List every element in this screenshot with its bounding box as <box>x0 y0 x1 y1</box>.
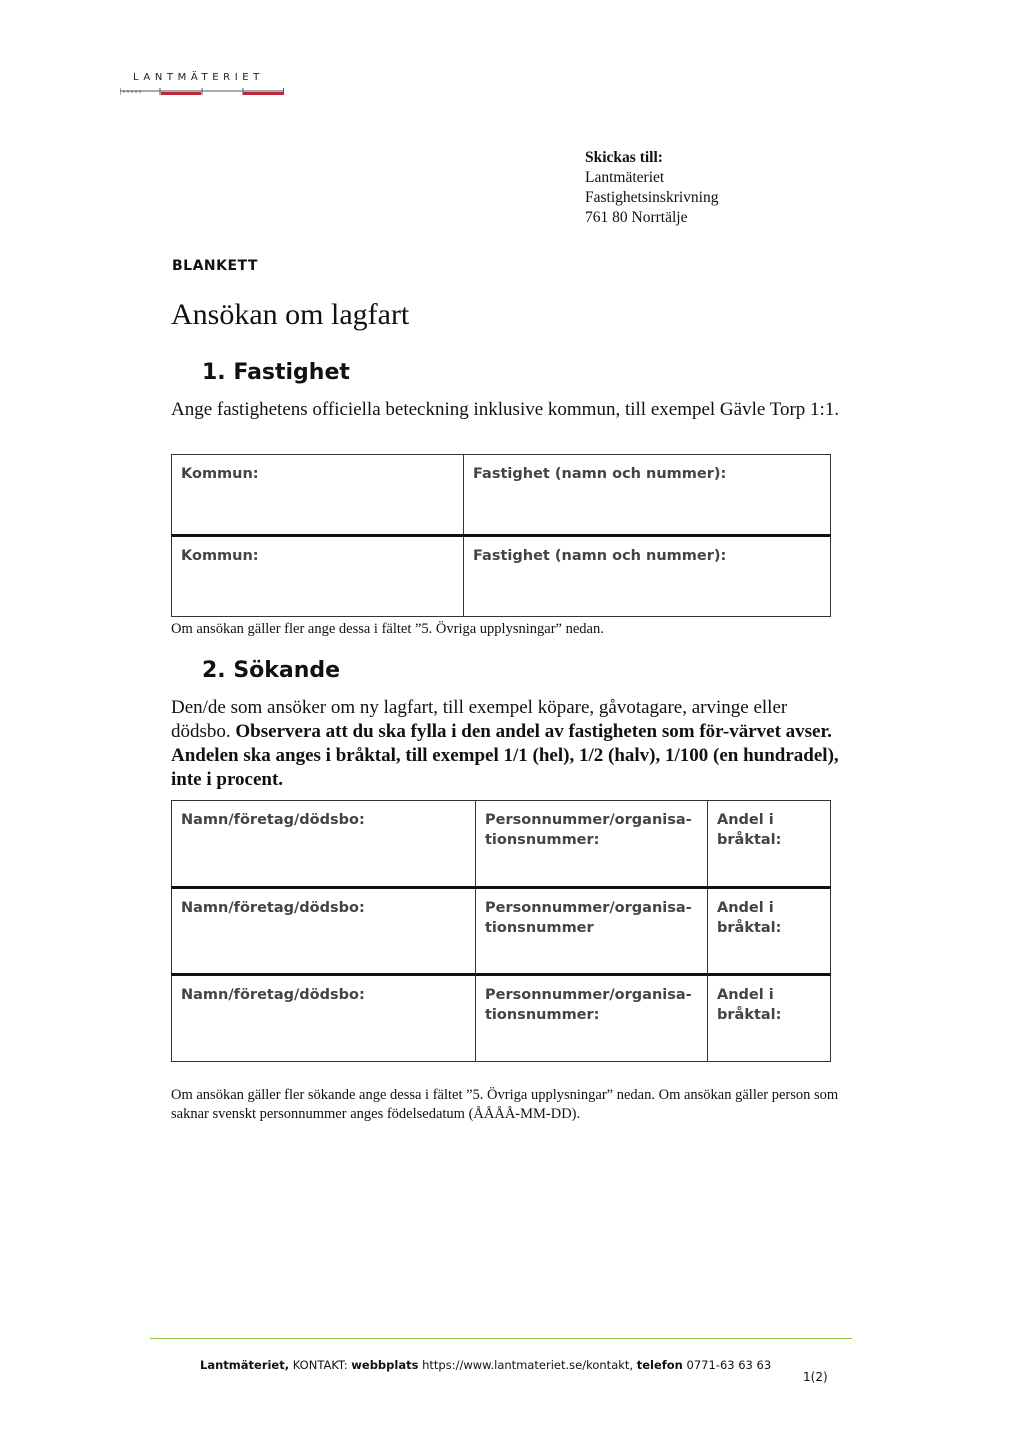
name-field[interactable]: Namn/företag/dödsbo: <box>172 975 476 1062</box>
address-line: Lantmäteriet <box>585 169 665 186</box>
table-row <box>172 536 831 617</box>
form-type-label: BLANKETT <box>172 258 258 274</box>
table-row <box>172 455 831 536</box>
table-row <box>172 975 831 1062</box>
section-description: Ange fastighetens officiella beteckning inklusive kommun, till exempel Gävle Torp 1:1. <box>171 399 840 420</box>
share-field[interactable]: Andel i bråktal: <box>708 975 831 1062</box>
section-heading-fastighet: 1. Fastighet <box>202 360 350 385</box>
share-field[interactable]: Andel i bråktal: <box>708 888 831 975</box>
footer-divider <box>150 1338 852 1339</box>
property-field[interactable]: Fastighet (namn och nummer): <box>464 536 831 617</box>
footer-contact <box>150 1358 852 1372</box>
footer-web-link[interactable]: https://www.lantmateriet.se/kontakt, <box>422 1358 634 1372</box>
share-field[interactable]: Andel i bråktal: <box>708 801 831 888</box>
logo-ruler-icon <box>120 86 284 96</box>
table-row <box>172 801 831 888</box>
section-note: Om ansökan gäller fler ange dessa i fältet ”5. Övriga upplysningar” nedan. <box>171 621 604 637</box>
name-field[interactable]: Namn/företag/dödsbo: <box>172 888 476 975</box>
municipality-field[interactable]: Kommun: <box>172 536 464 617</box>
address-heading: Skickas till: <box>585 149 663 166</box>
id-number-field[interactable]: Personnummer/organisa-tionsnummer: <box>476 975 708 1062</box>
section-description <box>171 696 841 792</box>
footer-contact-label: KONTAKT: <box>292 1358 348 1372</box>
description-plain: Den/de som ansöker om ny lagfart, till exempel köpare, gåvotagare, arvinge eller dödsbo. <box>171 697 788 742</box>
footer-phone: 0771-63 63 63 <box>686 1358 772 1372</box>
address-line: Fastighetsinskrivning <box>585 189 719 206</box>
section-note: Om ansökan gäller fler sökande ange dessa i fältet ”5. Övriga upplysningar” nedan. Om ansökan gäller person som saknar svenskt personnummer anges födelsedatum (ÅÅÅÅ-MM-DD). <box>171 1087 839 1122</box>
table-row <box>172 888 831 975</box>
footer-org: Lantmäteriet, <box>200 1358 290 1372</box>
property-table <box>171 454 831 617</box>
page-title: Ansökan om lagfart <box>171 298 410 331</box>
municipality-field[interactable]: Kommun: <box>172 455 464 536</box>
id-number-field[interactable]: Personnummer/organisa-tionsnummer <box>476 888 708 975</box>
footer-web-label: webbplats <box>351 1358 419 1372</box>
page-number: 1(2) <box>803 1370 828 1384</box>
section-heading-sokande: 2. Sökande <box>202 658 341 683</box>
address-line: 761 80 Norrtälje <box>585 209 688 226</box>
applicant-table <box>171 800 831 1062</box>
logo-wordmark: LANTMÄTERIET <box>133 72 264 83</box>
footer-phone-label: telefon <box>636 1358 683 1372</box>
property-field[interactable]: Fastighet (namn och nummer): <box>464 455 831 536</box>
id-number-field[interactable]: Personnummer/organisa-tionsnummer: <box>476 801 708 888</box>
description-bold: Observera att du ska fylla i den andel av fastigheten som för-värvet avser. Andelen ska anges i bråktal, till exempel 1/1 (hel), 1/2 (halv), 1/100 (en hundradel), inte i procent. <box>171 721 839 790</box>
recipient-address <box>585 148 718 228</box>
name-field[interactable]: Namn/företag/dödsbo: <box>172 801 476 888</box>
